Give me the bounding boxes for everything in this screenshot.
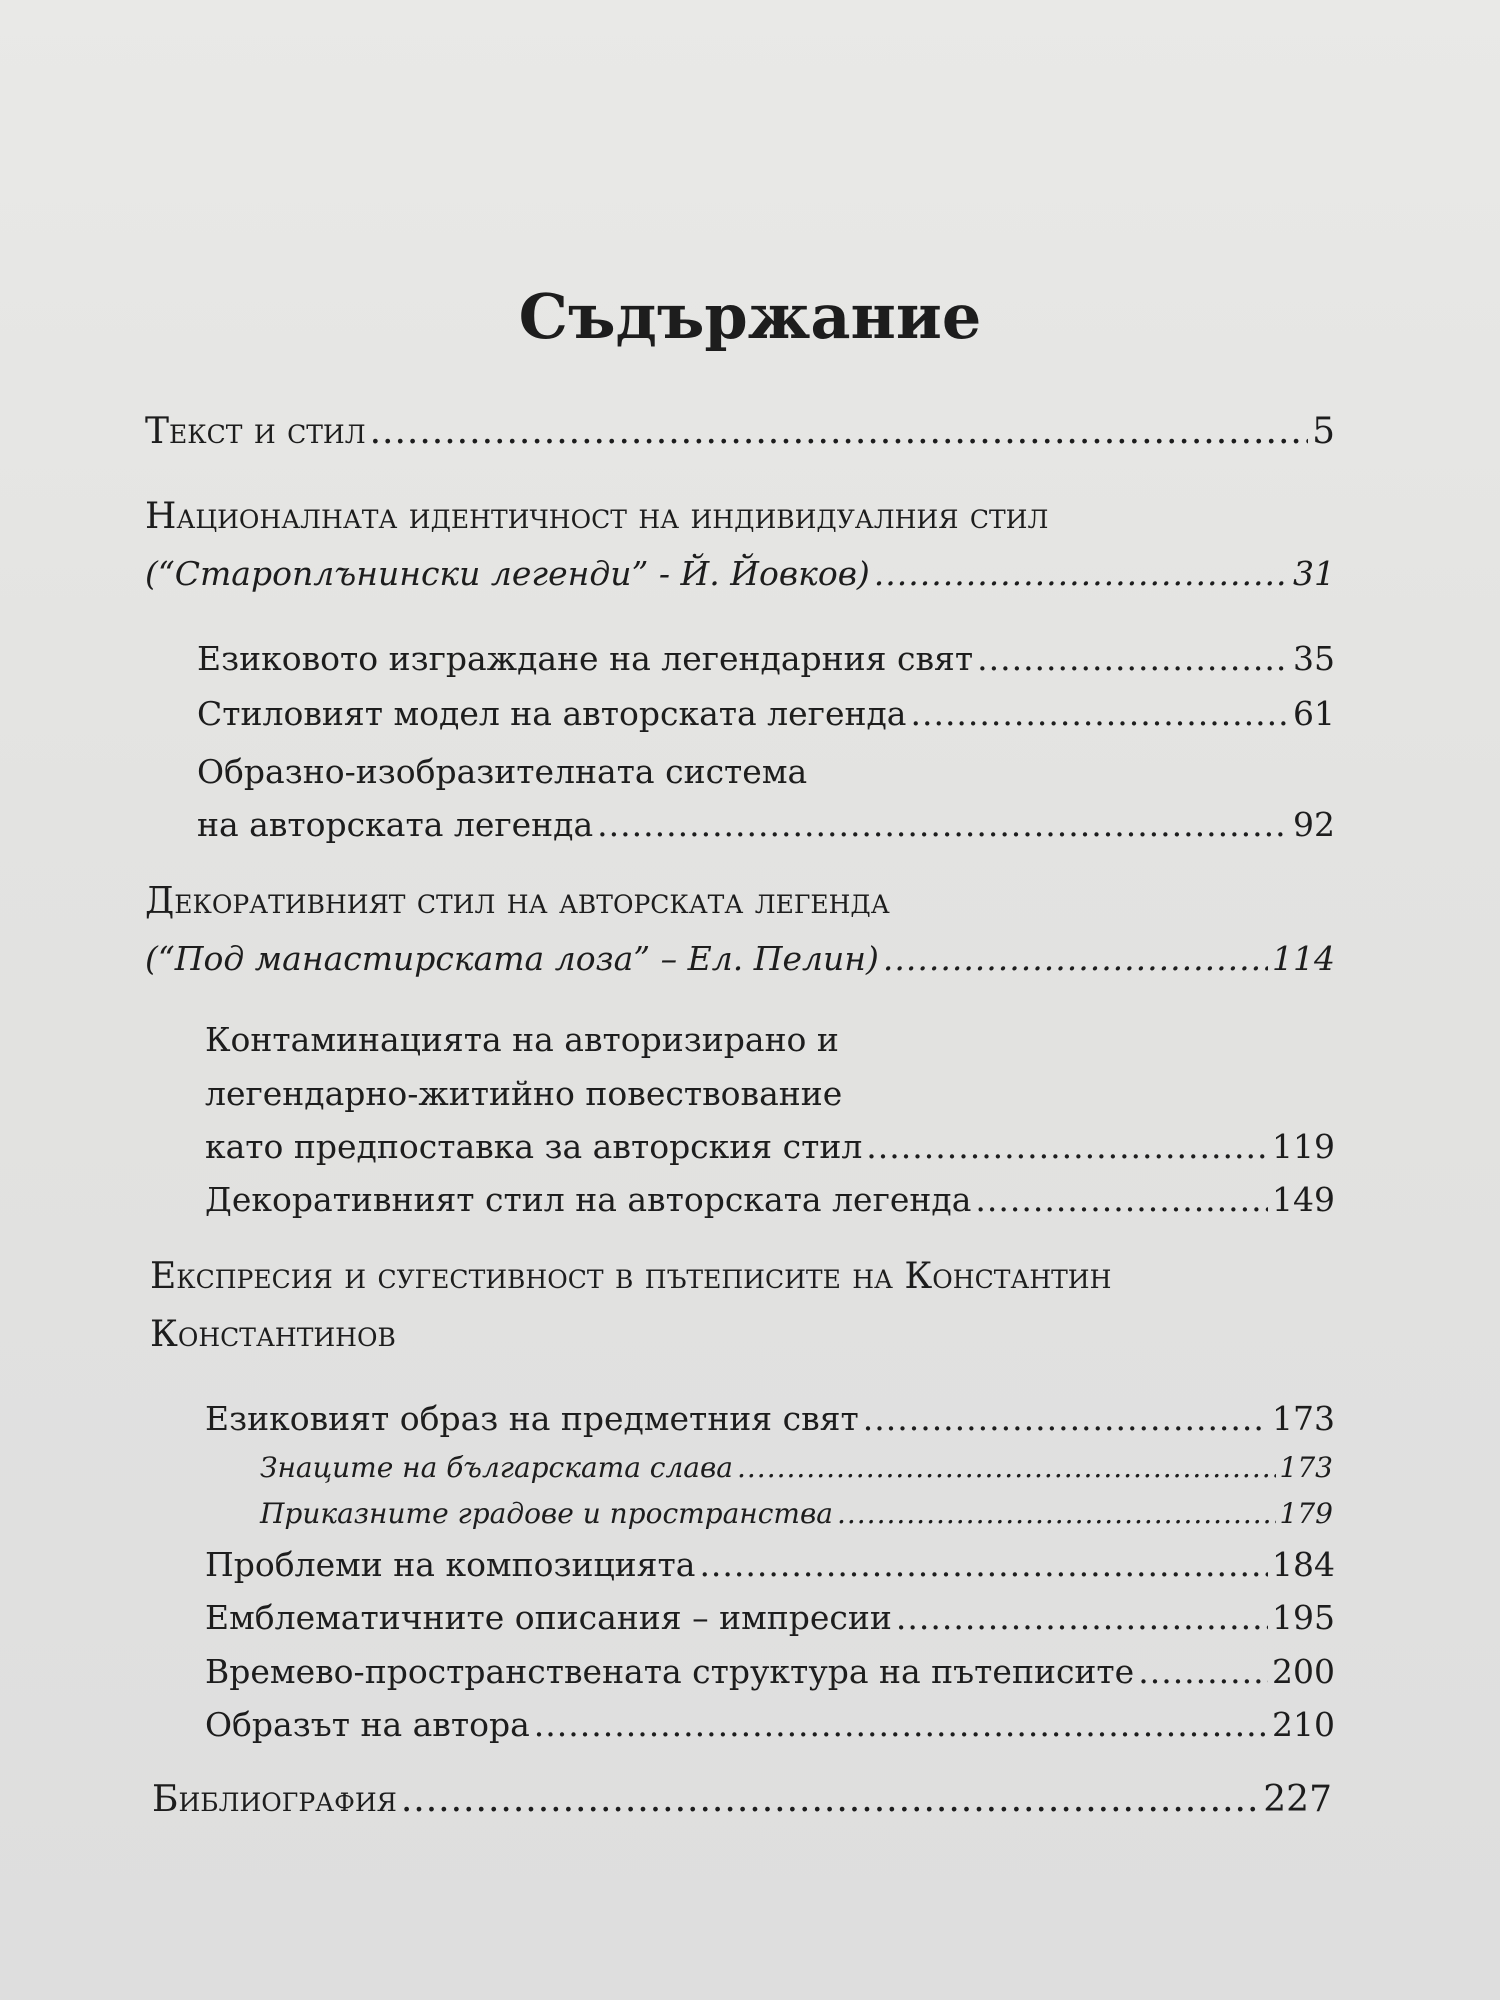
toc-entry-page: 227	[1263, 1779, 1332, 1820]
dot-leader	[883, 937, 1268, 981]
toc-entry-title: Времево-пространствената структура на пътеписите	[205, 1652, 1135, 1691]
toc-entry-page: 114	[1272, 939, 1335, 978]
dot-leader	[534, 1703, 1268, 1747]
toc-entry-page: 184	[1272, 1545, 1335, 1584]
dot-leader	[874, 552, 1289, 596]
toc-entry-title: Емблематичните описания – импресии	[205, 1598, 892, 1637]
toc-entry-title: на авторската легенда	[197, 805, 594, 844]
toc-entry-page: 173	[1279, 1451, 1333, 1484]
toc-entry[interactable]	[197, 637, 1335, 681]
toc-entry-page: 200	[1272, 1652, 1335, 1691]
toc-entry-page: 173	[1272, 1399, 1335, 1438]
toc-entry-page: 35	[1293, 639, 1335, 678]
toc-entry-title: Езиковото изграждане на легендарния свят	[197, 639, 974, 678]
toc-entry-title: Контаминацията на авторизирано и	[205, 1020, 839, 1059]
toc-subentry[interactable]	[260, 1449, 1333, 1487]
toc-section-heading[interactable]	[150, 1255, 1335, 1299]
toc-entry[interactable]	[205, 1543, 1335, 1587]
toc-entry-title: Езиковият образ на предметния свят	[205, 1399, 859, 1438]
toc-entry-title: Приказните градове и пространства	[260, 1497, 833, 1530]
dot-leader	[910, 692, 1289, 736]
toc-entry[interactable]	[145, 552, 1335, 596]
dot-leader	[401, 1778, 1259, 1822]
toc-entry-title: Константинов	[150, 1314, 396, 1355]
toc-entry-page: 179	[1279, 1497, 1333, 1530]
toc-entry-title: Проблеми на композицията	[205, 1545, 696, 1584]
toc-entry[interactable]	[145, 410, 1335, 454]
dot-leader	[866, 1125, 1268, 1169]
toc-entry-continued[interactable]	[205, 1018, 1335, 1062]
toc-entry-page: 5	[1312, 411, 1335, 452]
toc-entry-title: Декоративният стил на авторската легенда	[205, 1180, 972, 1219]
toc-entry-title: Стиловият модел на авторската легенда	[197, 694, 907, 733]
dot-leader	[597, 803, 1289, 847]
dot-leader	[977, 637, 1289, 681]
toc-entry-page: 210	[1272, 1705, 1335, 1744]
toc-entry-title: легендарно-житийно повествование	[205, 1074, 843, 1113]
toc-section-heading[interactable]	[150, 1313, 1335, 1357]
dot-leader	[896, 1596, 1268, 1640]
toc-entry[interactable]	[152, 1778, 1332, 1822]
toc-entry-title: Знаците на българската слава	[260, 1451, 733, 1484]
toc-entry[interactable]	[205, 1125, 1335, 1169]
toc-subentry[interactable]	[260, 1495, 1333, 1533]
dot-leader	[975, 1178, 1268, 1222]
toc-entry-continued[interactable]	[205, 1072, 1335, 1116]
toc-entry-title: (“Под манастирската лоза” – Ел. Пелин)	[145, 939, 879, 978]
toc-section-heading[interactable]	[145, 495, 1335, 539]
dot-leader	[699, 1543, 1268, 1587]
toc-entry-title: Текст и стил	[145, 411, 366, 452]
toc-entry-page: 119	[1272, 1127, 1335, 1166]
toc-entry-page: 31	[1293, 554, 1335, 593]
toc-entry-title: Библиография	[152, 1779, 397, 1820]
toc-entry[interactable]	[197, 803, 1335, 847]
toc-entry-page: 149	[1272, 1180, 1335, 1219]
toc-entry-continued[interactable]	[197, 750, 1335, 794]
toc-entry-title: (“Староплънински легенди” - Й. Йовков)	[145, 554, 870, 593]
page-title: Съдържание	[518, 280, 982, 353]
toc-entry-title: Образно-изобразителната система	[197, 752, 808, 791]
toc-entry-title: Декоративният стил на авторската легенда	[145, 881, 890, 922]
toc-section-heading[interactable]	[145, 880, 1335, 924]
toc-entry[interactable]	[145, 937, 1335, 981]
toc-entry-page: 92	[1293, 805, 1335, 844]
dot-leader	[837, 1495, 1276, 1533]
toc-entry[interactable]	[205, 1596, 1335, 1640]
toc-entry[interactable]	[205, 1703, 1335, 1747]
toc-entry-title: Националната идентичност на индивидуалния стил	[145, 496, 1049, 537]
toc-entry-title: Образът на автора	[205, 1705, 530, 1744]
toc-entry-title: Експресия и сугестивност в пътеписите на Константин	[150, 1256, 1112, 1297]
dot-leader	[1138, 1650, 1268, 1694]
toc-entry[interactable]	[197, 692, 1335, 736]
dot-leader	[737, 1449, 1276, 1487]
toc-entry-page: 61	[1293, 694, 1335, 733]
toc-entry[interactable]	[205, 1397, 1335, 1441]
toc-entry-title: като предпоставка за авторския стил	[205, 1127, 863, 1166]
dot-leader	[863, 1397, 1268, 1441]
toc-entry[interactable]	[205, 1178, 1335, 1222]
toc-entry-page: 195	[1272, 1598, 1335, 1637]
toc-entry[interactable]	[205, 1650, 1335, 1694]
dot-leader	[370, 410, 1309, 454]
